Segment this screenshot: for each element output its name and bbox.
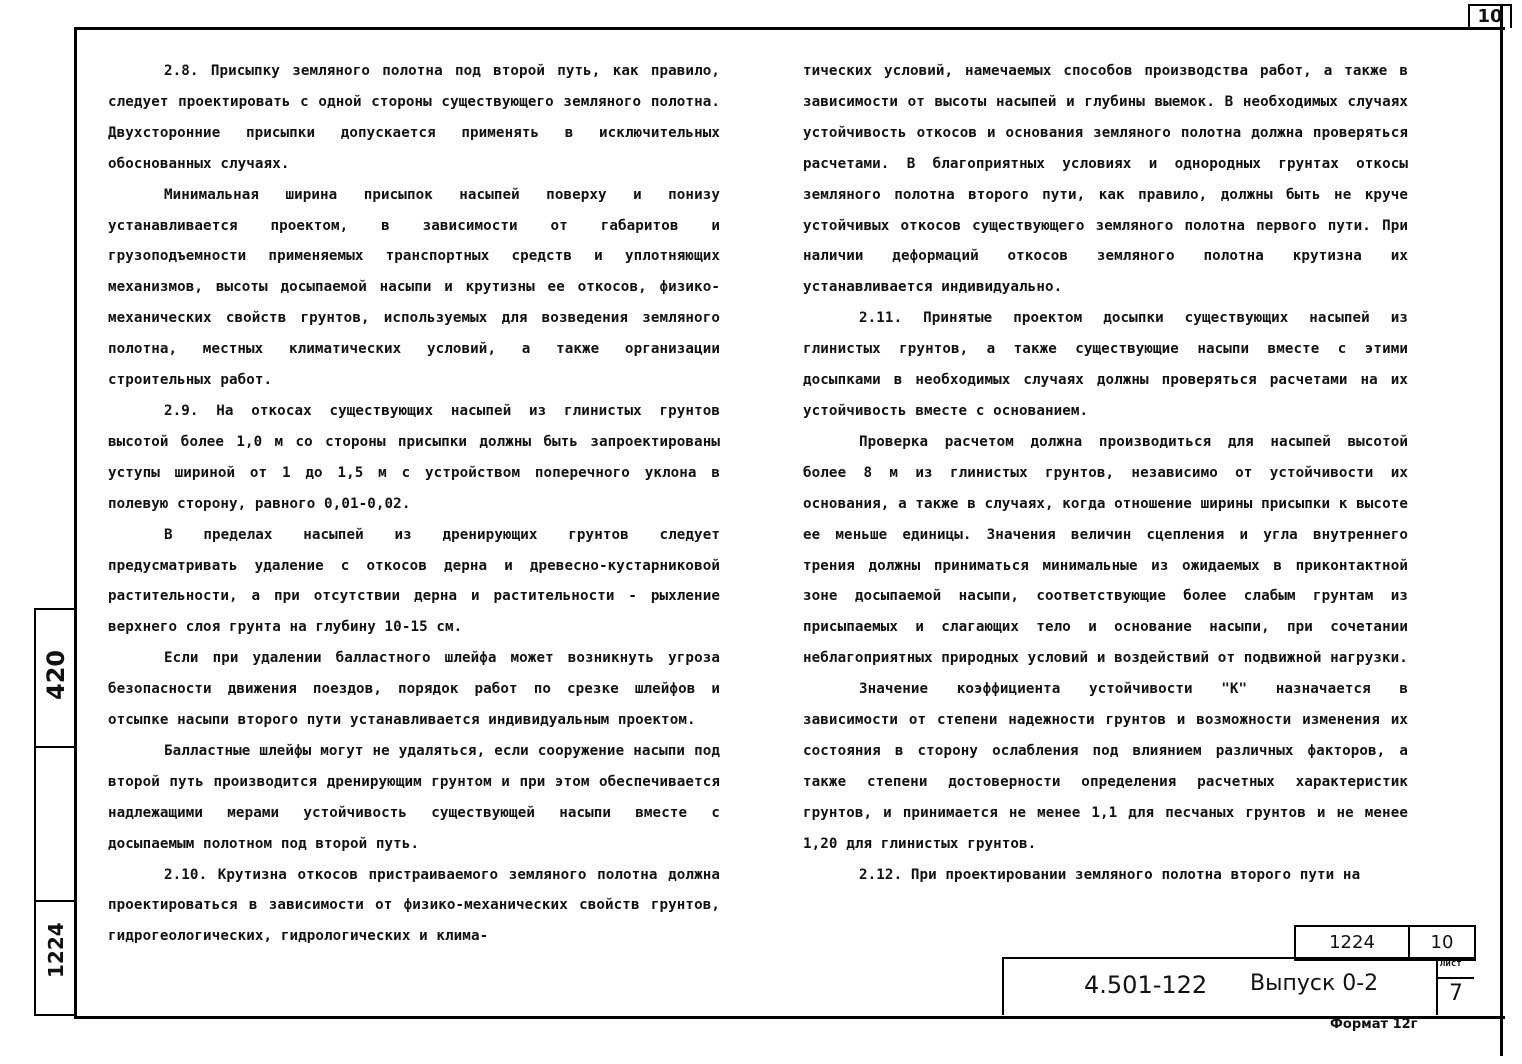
paragraph-ballast-removal: Если при удалении балластного шлейфа может возникнуть угроза безопасности движения поездов, порядок работ по срезке шлейфов и отсыпке насыпи второго пути устанавливается индивидуальным проектом. [108,650,720,729]
title-block [1002,957,1438,1015]
sheet-label: Лист [1440,959,1462,969]
paragraph-coefficient: Значение коэффициента устойчивости "К" назначается в зависимости от степени надежности грунтов и возможности изменения их состояния в сторону ослабления под влиянием различных факторов, а также степени достоверности определения расчетных характеристик грунтов, и принимается не менее 1,1 для песчаных грунтов и не менее 1,20 для глинистых грунтов. [803,681,1408,852]
inv-number-box [1294,925,1408,961]
paragraph-2-11: 2.11. Принятые проектом досыпки существующих насыпей из глинистых грунтов, а также существующие насыпи вместе с этими досыпками в необходимых случаях должны проверяться расчетами на их устойчивость вместе с основанием. [803,310,1408,419]
side-stamp-middle [34,744,76,902]
doc-code: 4.501-122 [1084,971,1208,999]
page-small: 10 [1430,932,1454,953]
side-code-top: 420 [42,649,70,700]
paragraph-draining: В пределах насыпей из дренирующих грунтов следует предусматривать удаление с откосов дерна и древесно-кустарниковой растительности, а при отсутствии дерна и растительности - рыхление верхнего слоя грунта на глубину 10-15 см. [108,526,720,636]
page-small-box [1408,925,1476,961]
paragraph-continuation: тических условий, намечаемых способов производства работ, а также в зависимости от высоты насыпей и глубины выемок. В необходимых случаях устойчивость откосов и основания земляного полотна должна проверяться расчетами. В благоприятных условиях и однородных грунтах откосы земляного полотна второго пути, как правило, должны быть не круче устойчивых откосов существующего земляного полотна первого пути. При наличии деформаций откосов земляного полотна крутизна их устанавливается индивидуально. [803,63,1408,296]
paragraph-2-8: 2.8. Присыпку земляного полотна под второй путь, как правило, следует проектировать с одной стороны существующего земляного полотна. Двухсторонние присыпки допускается применять в исключительных обоснованных случаях. [108,63,720,172]
paragraph-ballast-keep: Балластные шлейфы могут не удаляться, если сооружение насыпи под второй путь производится дренирующим грунтом и при этом обеспечивается надлежащими мерами устойчивость существующей насыпи вместе с досыпаемым полотном под второй путь. [108,742,720,852]
sheet-number: 7 [1449,981,1463,1006]
side-code-bottom: 1224 [44,922,68,978]
side-stamp-top [34,608,76,748]
paragraph-check: Проверка расчетом должна производиться для насыпей высотой более 8 м из глинистых грунтов, независимо от устойчивости их основания, а также в случаях, когда отношение ширины присыпки к высоте ее меньше единицы. Значения величин сцепления и угла внутреннего трения должны приниматься минимальные из ожидаемых в приконтактной зоне досыпаемой насыпи, соответствующие более слабым грунтам из присыпаемых и слагающих тело и основание насыпи, при сочетании неблагоприятных природных условий и воздействий от подвижной нагрузки. [803,433,1408,667]
right-column [803,56,1408,890]
paragraph-min-width: Минимальная ширина присыпок насыпей поверху и понизу устанавливается проектом, в зависимости от габаритов и грузоподъемности применяемых транспортных средств и уплотняющих механизмов, высоты досыпаемой насыпи и крутизны ее откосов, физико-механических свойств грунтов, используемых для возведения земляного полотна, местных климатических условий, а также организации строительных работ. [108,186,720,389]
side-stamp-bottom [34,900,76,1016]
left-column [108,56,720,952]
paragraph-2-10: 2.10. Крутизна откосов пристраиваемого земляного полотна должна проектироваться в зависимости от физико-механических свойств грунтов, гидрогеологических, гидрологических и клима- [108,866,720,945]
sheet-box [1436,957,1474,1015]
paragraph-2-9: 2.9. На откосах существующих насыпей из глинистых грунтов высотой более 1,0 м со стороны присыпки должны быть запроектированы уступы шириной от 1 до 1,5 м с устройством поперечного уклона в полевую сторону, равного 0,01-0,02. [108,402,720,512]
format-label: Формат 12г [1330,1017,1418,1032]
inv-number: 1224 [1329,932,1375,953]
issue-label: Выпуск 0-2 [1250,971,1379,996]
page-number: 10 [1468,4,1512,28]
sheet-divider [1438,977,1474,979]
paragraph-2-12: 2.12. При проектировании земляного полотна второго пути на [859,866,1361,883]
